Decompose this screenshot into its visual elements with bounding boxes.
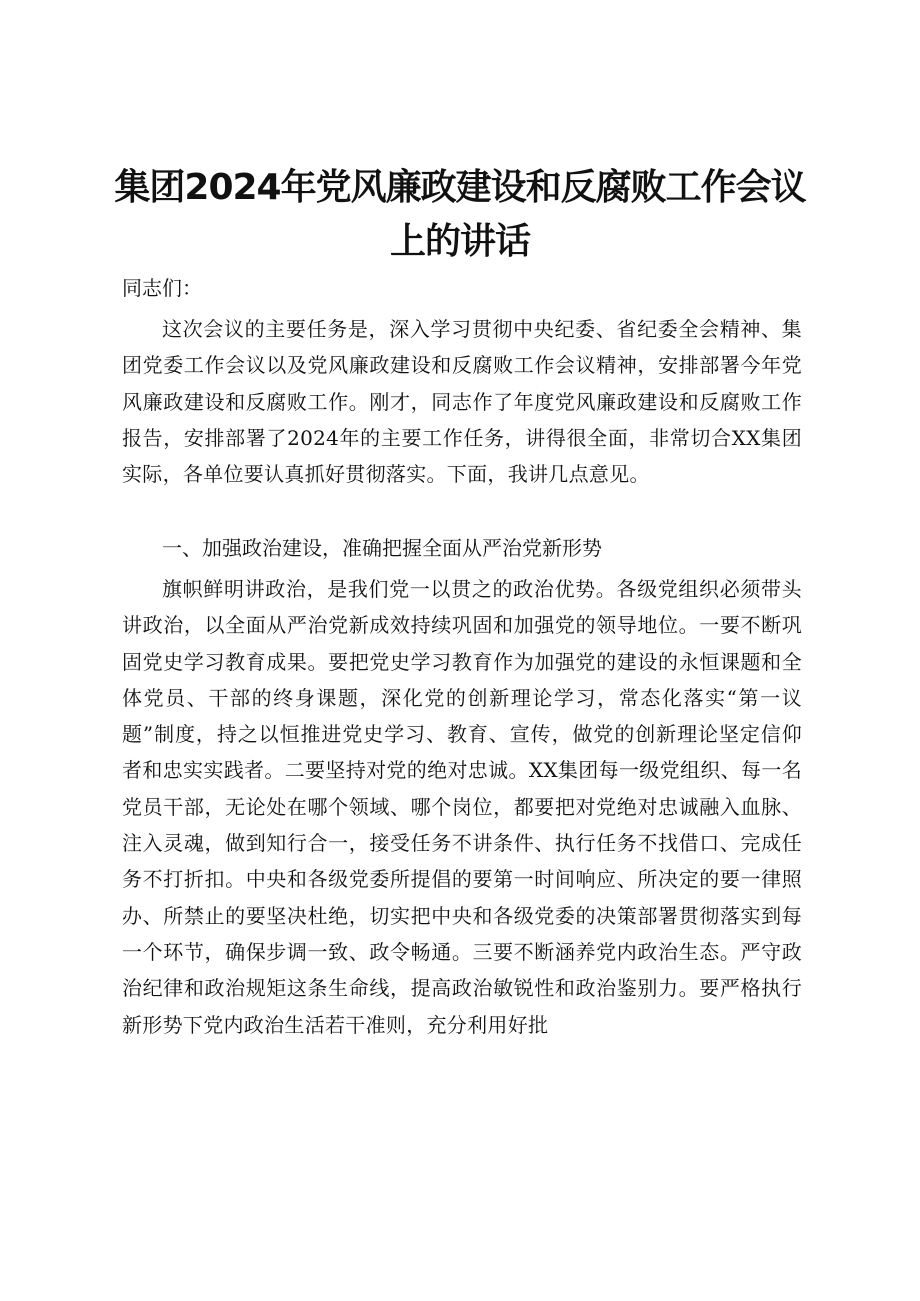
document-title-line1: 集团2024年党风廉政建设和反腐败工作会议 [114,167,806,208]
document-title-line2: 上的讲话 [389,221,530,262]
salutation: 同志们： [122,276,202,300]
intro-paragraph: 这次会议的主要任务是，深入学习贯彻中央纪委、省纪委全会精神、集团党委工作会议以及党风廉政建设和反腐败工作会议精神，安排部署今年党风廉政建设和反腐败工作。刚才，同志作了年度党风廉政建设和反腐败工作报告，安排部署了2024年的主要工作任务，讲得很全面，非常切合XX集团实际，各单位要认真抓好贯彻落实。下面，我讲几点意见。 [122,317,802,487]
section-heading-1: 一、加强政治建设，准确把握全面从严治党新形势 [162,536,602,560]
section1-paragraph: 旗帜鲜明讲政治，是我们党一以贯之的政治优势。各级党组织必须带头讲政治，以全面从严治党新成效持续巩固和加强党的领导地位。一要不断巩固党史学习教育成果。要把党史学习教育作为加强党的建设的永恒课题和全体党员、干部的终身课题，深化党的创新理论学习，常态化落实“第一议题”制度，持之以恒推进党史学习、教育、宣传，做党的创新理论坚定信仰者和忠实实践者。二要坚持对党的绝对忠诚。XX集团每一级党组织、每一名党员干部，无论处在哪个领域、哪个岗位，都要把对党绝对忠诚融入血脉、注入灵魂，做到知行合一，接受任务不讲条件、执行任务不找借口、完成任务不打折扣。中央和各级党委所提倡的要第一时间响应、所决定的要一律照办、所禁止的要坚决杜绝，切实把中央和各级党委的决策部署贯彻落实到每一个环节，确保步调一致、政令畅通。三要不断涵养党内政治生态。严守政治纪律和政治规矩这条生命线，提高政治敏锐性和政治鉴别力。要严格执行新形势下党内政治生活若干准则，充分利用好批 [122,577,802,1037]
